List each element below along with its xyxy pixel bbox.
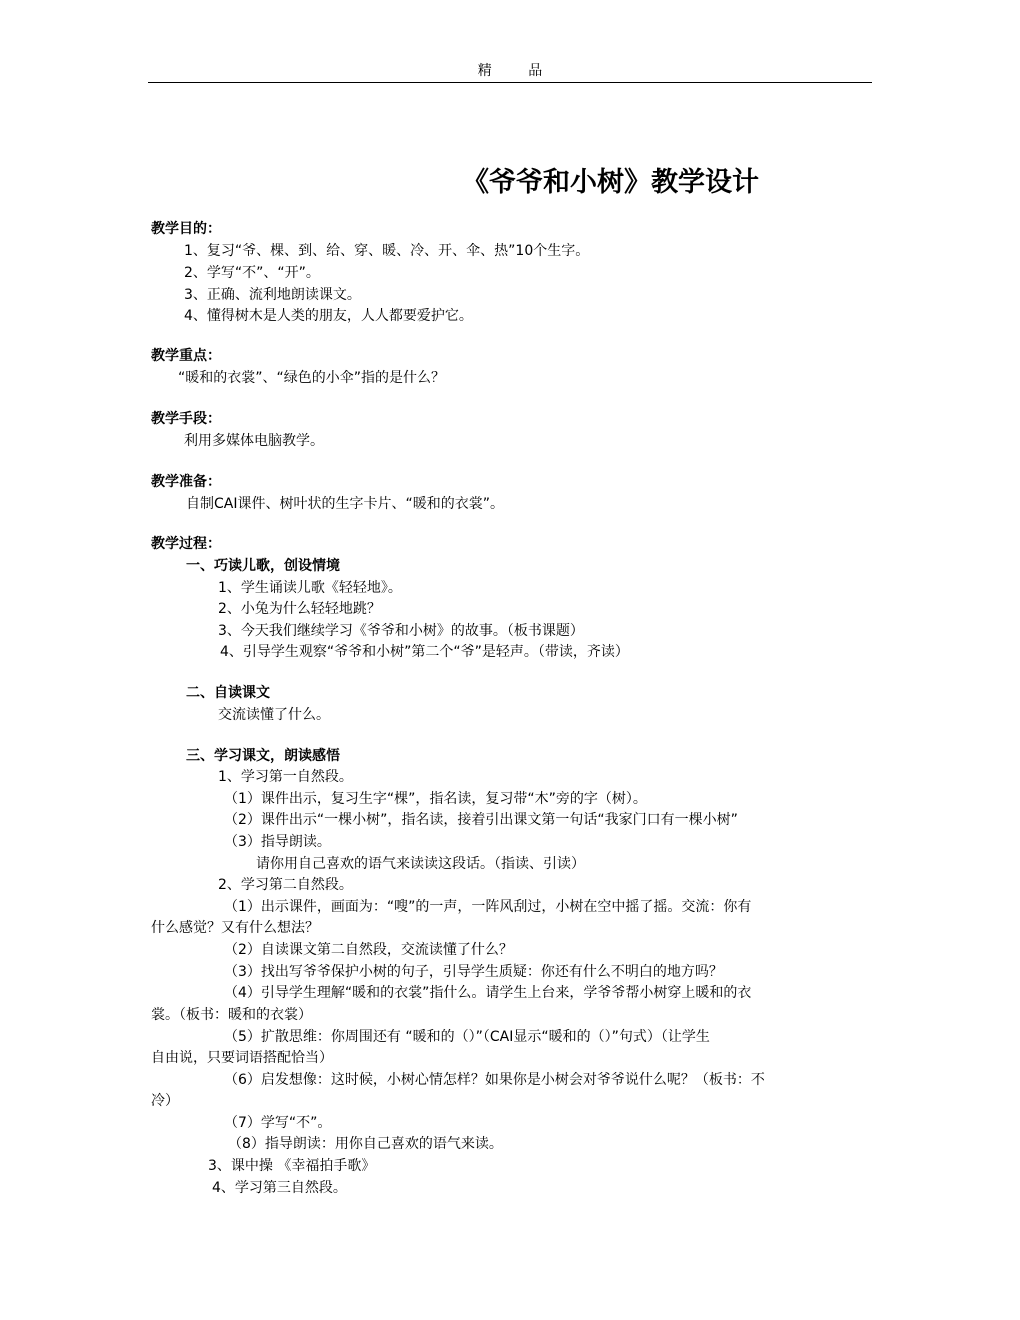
- part3-step: 3、课中操 《幸福拍手歌》: [208, 1158, 376, 1174]
- part3-substep: （6）启发想像：这时候，小树心情怎样？如果你是小树会对爷爷说什么呢？（板书：不: [224, 1072, 765, 1088]
- means-heading: 教学手段：: [151, 411, 221, 427]
- focus-heading: 教学重点：: [151, 348, 221, 364]
- part2-text: 交流读懂了什么。: [218, 707, 330, 723]
- means-text: 利用多媒体电脑教学。: [184, 433, 324, 449]
- part1-item: 1、学生诵读儿歌《轻轻地》。: [218, 580, 402, 596]
- part3-substep-cont: 自由说，只要词语搭配恰当）: [151, 1050, 333, 1066]
- part3-step: 4、学习第三自然段。: [212, 1180, 347, 1196]
- part3-step: 1、学习第一自然段。: [218, 769, 353, 785]
- prep-heading: 教学准备：: [151, 474, 221, 490]
- part3-substep-cont: 什么感觉？又有什么想法？: [151, 920, 319, 936]
- header-divider: [148, 82, 872, 83]
- header-text: 精 品: [477, 63, 559, 79]
- part3-substep: （3）找出写爷爷保护小树的句子，引导学生质疑：你还有什么不明白的地方吗？: [224, 964, 723, 980]
- focus-text: “暖和的衣裳”、“绿色的小伞”指的是什么？: [178, 370, 446, 386]
- process-heading: 教学过程：: [151, 536, 221, 552]
- part3-substep: （2）自读课文第二自然段，交流读懂了什么？: [224, 942, 513, 958]
- part3-substep: （1）出示课件，画面为：“嗖”的一声，一阵风刮过，小树在空中摇了摇。交流：你有: [224, 899, 752, 915]
- part1-item: 3、今天我们继续学习《爷爷和小树》的故事。（板书课题）: [218, 623, 584, 639]
- part2-heading: 二、自读课文: [186, 685, 270, 701]
- part3-substep: （5）扩散思维：你周围还有 “暖和的（）”（CAI显示“暖和的（）”句式）（让学生: [224, 1029, 710, 1045]
- part3-substep: （1）课件出示，复习生字“棵”，指名读，复习带“木”旁的字（树）。: [224, 791, 647, 807]
- part1-heading: 一、巧读儿歌，创设情境: [186, 558, 340, 574]
- part3-step: 2、学习第二自然段。: [218, 877, 353, 893]
- part1-item: 4、引导学生观察“爷爷和小树”第二个“爷”是轻声。（带读，齐读）: [220, 644, 629, 660]
- part3-substep: （4）引导学生理解“暖和的衣裳”指什么。请学生上台来，学爷爷帮小树穿上暖和的衣: [224, 985, 752, 1001]
- page-title: 《爷爷和小树》教学设计: [462, 167, 759, 198]
- goal-item: 2、学写“不”、“开”。: [184, 265, 320, 281]
- part3-substep: （7）学写“不”。: [224, 1115, 332, 1131]
- part3-substep-cont: 冷）: [151, 1093, 179, 1109]
- part3-substep: （2）课件出示“一棵小树”，指名读，接着引出课文第一句话“我家门口有一棵小树”: [224, 812, 738, 828]
- part3-substep-cont: 裳。（板书：暖和的衣裳）: [151, 1007, 312, 1023]
- prep-text: 自制CAI课件、树叶状的生字卡片、“暖和的衣裳”。: [186, 496, 504, 512]
- part3-substep: （8）指导朗读：用你自己喜欢的语气来读。: [228, 1136, 503, 1152]
- goal-item: 1、复习“爷、棵、到、给、穿、暖、冷、开、伞、热”10个生字。: [184, 243, 590, 259]
- part1-item: 2、小兔为什么轻轻地跳？: [218, 601, 381, 617]
- goal-item: 4、懂得树木是人类的朋友，人人都要爱护它。: [184, 308, 473, 324]
- part3-heading: 三、学习课文，朗读感悟: [186, 748, 340, 764]
- goals-heading: 教学目的：: [151, 221, 221, 237]
- goal-item: 3、正确、流利地朗读课文。: [184, 287, 361, 303]
- part3-substep: （3）指导朗读。: [224, 834, 331, 850]
- part3-substep-detail: 请你用自己喜欢的语气来读读这段话。（指读、引读）: [256, 856, 585, 872]
